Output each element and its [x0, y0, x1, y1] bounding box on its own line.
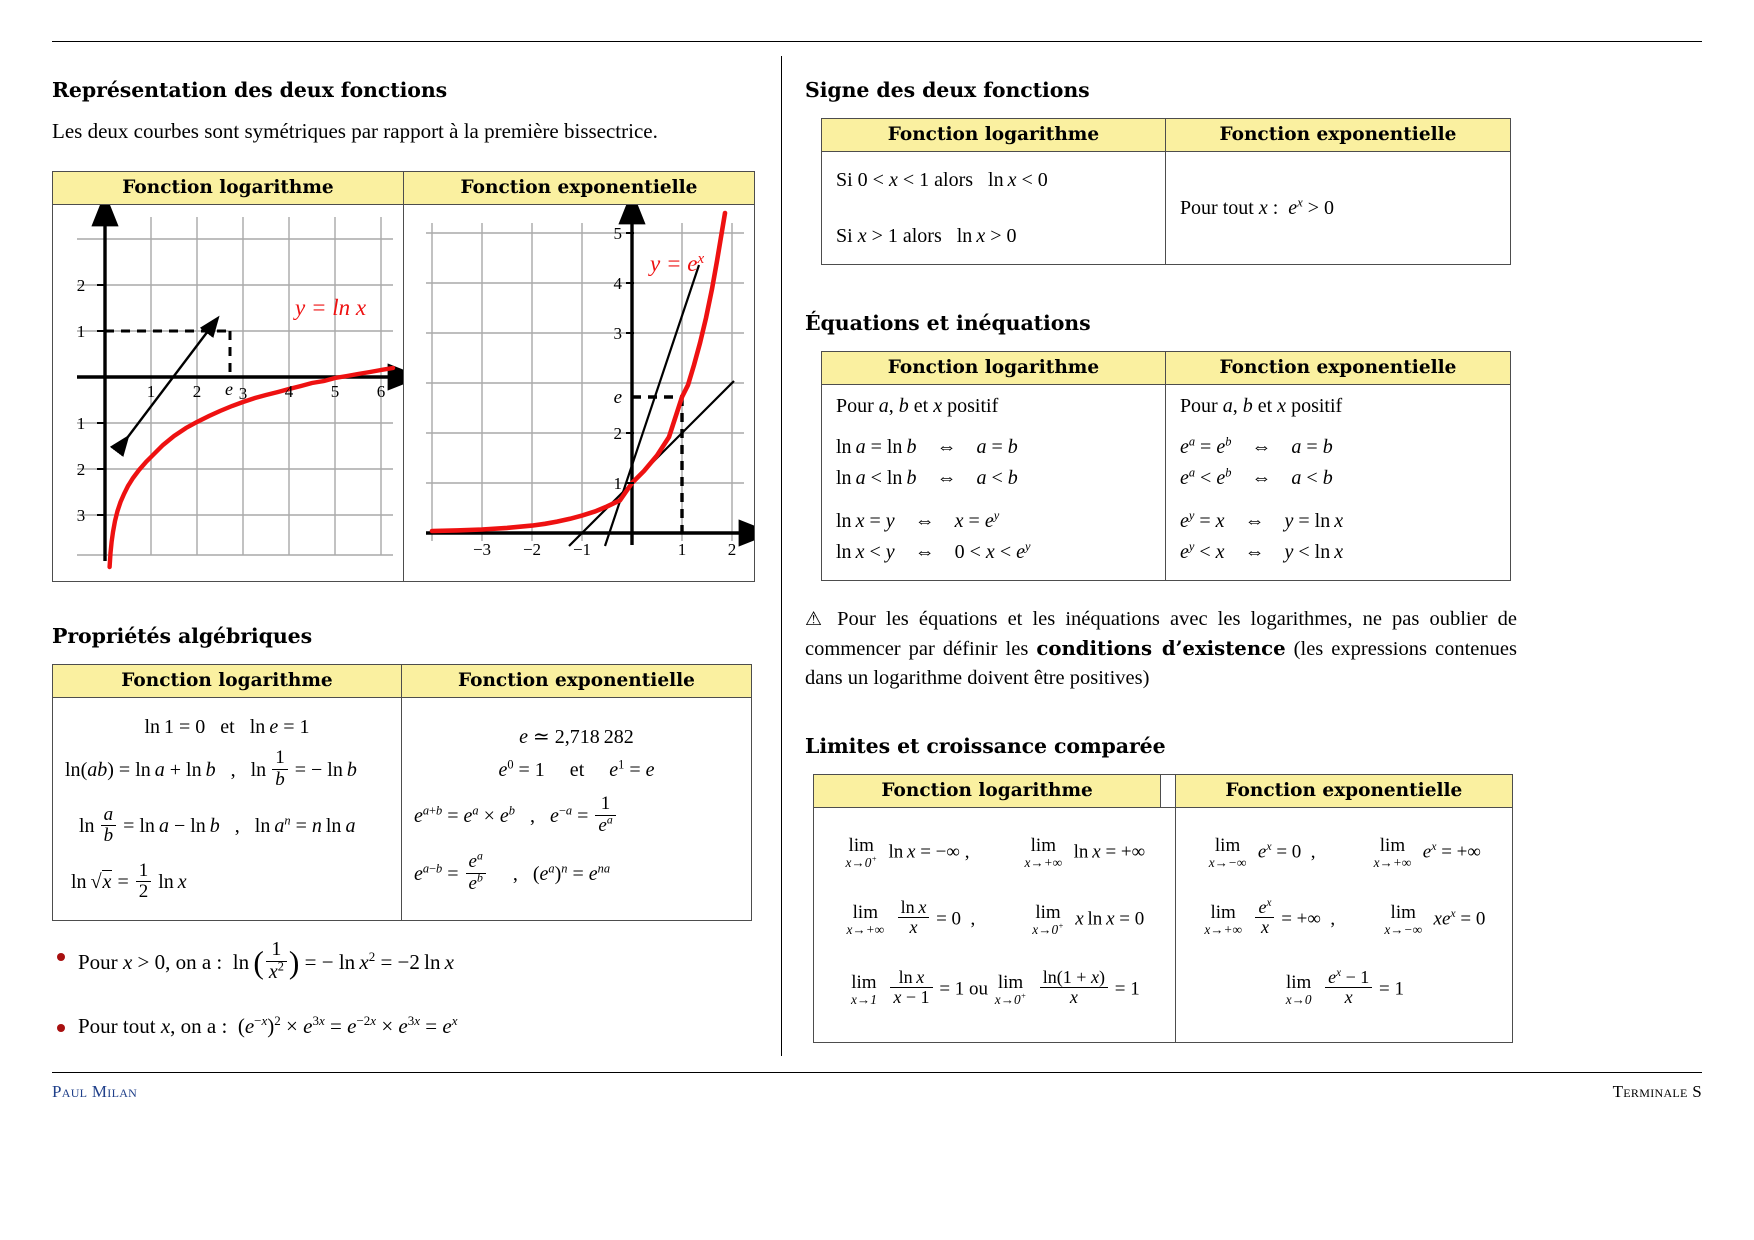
header-gap	[1161, 775, 1176, 808]
exp-curve-label: $y = e^x$	[650, 251, 705, 277]
footer-author: Paul Milan	[52, 1082, 138, 1101]
col-header-exp: Fonction exponentielle	[1175, 775, 1512, 808]
svg-text:2: 2	[76, 276, 86, 296]
svg-text:2: 2	[613, 424, 622, 444]
list-item: Pour x > 0, on a : ln ( $\frac{1}{x^2}$ ) = − $\ln x^2 = -2$ ln x	[52, 941, 752, 985]
log-limit-3: lim x→1 $\frac{\text{ln x}}{x - 1}$ = 1 ou lim x→0+ $\frac{\ln(1 + x)}{x}$ = 1	[851, 966, 1140, 1008]
svg-text:6: 6	[376, 382, 386, 402]
table-row	[822, 152, 1511, 209]
list-item: Pour tout x, on a : $(e^{-x})^2 \times e^{3x} = e^{-2x} \times e^{3x} = e^x$	[52, 1012, 752, 1040]
svg-text:3: 3	[76, 506, 86, 526]
svg-text:e: e	[613, 387, 622, 409]
section-title-representation: Représentation des deux fonctions	[52, 78, 448, 102]
exp-prop-2: $e^0 = 1$ et $e^1 = e$	[498, 757, 655, 782]
svg-text:−1: −1	[572, 540, 592, 560]
svg-text:4: 4	[613, 274, 622, 294]
svg-text:1: 1	[76, 414, 86, 434]
table-row	[53, 698, 752, 921]
table-row	[822, 119, 1511, 152]
exp-limit-1: lim x→−∞ $e^x = 0$ , lim x→+∞ $e^x$ = +∞	[1208, 835, 1481, 871]
sign-exp-line: Pour tout x : $e^x > 0$	[1165, 152, 1510, 265]
log-prop-1: ln 1 = 0 et ln e = 1	[144, 715, 310, 738]
col-header-log: Fonction logarithme	[814, 775, 1161, 808]
log-properties-cell	[53, 698, 402, 921]
exp-properties-cell	[401, 698, 751, 921]
col-header-log: Fonction logarithme	[53, 665, 402, 698]
col-header-exp: Fonction exponentielle	[1165, 119, 1510, 152]
eq-log-intro: Pour a, b et x positif	[836, 395, 999, 417]
exp-prop-1: e ≃ 2,718 282	[519, 726, 634, 749]
svg-text:1: 1	[76, 322, 86, 342]
log-graph-cell	[53, 205, 404, 582]
x-tick-labels	[147, 379, 386, 403]
exp-limit-3: lim x→0 $\frac{e^x - 1}{x}$ = 1	[1285, 966, 1404, 1008]
section-title-proprietes: Propriétés algébriques	[52, 624, 313, 649]
left-column	[52, 78, 752, 1066]
y-tick-labels	[614, 224, 623, 493]
warning-triangle-icon: ⚠	[805, 609, 828, 630]
table-row	[822, 352, 1511, 385]
col-header-log: Fonction logarithme	[822, 352, 1166, 385]
col-header-log: Fonction logarithme	[53, 172, 404, 205]
warning-paragraph	[805, 605, 1517, 694]
svg-text:3: 3	[613, 324, 622, 344]
warning-text-1: Pour les équations et les inéquations avec les logarithmes, ne pas oublier de commencer par définir les	[805, 608, 1518, 660]
svg-text:−2: −2	[522, 540, 542, 560]
top-rule	[52, 41, 1702, 42]
col-header-log: Fonction logarithme	[822, 119, 1166, 152]
log-prop-4: ln √x = $\frac{1}{2}$ ln x	[71, 859, 187, 903]
exp-prop-3: $e^{a+b} = e^a \times e^b$ , $e^{-a}$ = $\frac{1}{e^a}$	[414, 796, 739, 838]
eq-log-rows: ln a = ln b ⇔ a = b ln a < ln b ⇔ a < b ln x = y ⇔ $x = e^y$ ln x < y ⇔ $0 < x < e^y$	[836, 436, 1031, 563]
exp-graph-svg	[404, 205, 754, 575]
svg-text:2: 2	[192, 382, 202, 402]
right-column	[805, 78, 1517, 1043]
eq-exp-rows: $e^a = e^b$ ⇔ a = b $e^a < e^b$ ⇔ a < b $e^y = x$ ⇔ y = ln x $e^y < x$ ⇔ y < ln x	[1179, 434, 1344, 563]
representation-intro: Les deux courbes sont symétriques par rapport à la première bissectrice.	[52, 119, 658, 143]
section-title-limites: Limites et croissance comparée	[805, 734, 1166, 759]
exp-prop-4: $e^{a-b}$ = $\frac{e^a}{e^b}$ , $(e^a)^n = e^{na}$	[413, 849, 611, 894]
section-title-equations: Équations et inéquations	[805, 311, 1091, 335]
limits-table	[813, 774, 1513, 1043]
svg-text:1: 1	[613, 474, 622, 494]
table-row	[814, 775, 1513, 808]
log-prop-3: ln $\frac{a}{b}$ = ln a − ln b , $\ln a^n = n$ ln a	[79, 803, 356, 847]
limits-exp-cell	[1175, 808, 1512, 1043]
col-header-exp: Fonction exponentielle	[404, 172, 755, 205]
warning-text-2: (les expressions contenues dans un logarithme doivent être positives)	[805, 637, 1517, 690]
svg-text:5: 5	[330, 382, 340, 402]
sign-log-line-1: Si 0 < x < 1 alors ln x < 0	[822, 152, 1166, 209]
grid-lines	[77, 217, 393, 555]
svg-text:1: 1	[146, 382, 156, 402]
svg-text:1: 1	[677, 540, 687, 560]
col-header-exp: Fonction exponentielle	[401, 665, 751, 698]
log-limit-2: lim x→+∞ $\frac{\text{ln x}}{x}$ = 0 , lim x→0+ x ln x = 0	[846, 896, 1145, 938]
sign-table	[821, 118, 1511, 265]
table-row	[814, 808, 1513, 1043]
algebraic-bullets	[52, 938, 752, 1040]
table-row	[53, 665, 752, 698]
exp-limit-2: lim x→+∞ $\frac{e^x}{x}$ = +∞ , lim x→−∞ $xe^x = 0$	[1204, 896, 1486, 938]
exp-graph-cell	[404, 205, 755, 582]
svg-text:2: 2	[727, 540, 737, 560]
warning-bold: conditions d’existence	[1036, 636, 1286, 660]
svg-text:e: e	[225, 379, 233, 400]
col-header-exp: Fonction exponentielle	[1165, 352, 1510, 385]
eq-exp-intro: Pour a, b et x positif	[1179, 395, 1343, 417]
y-tick-labels	[77, 276, 86, 525]
equations-table	[821, 351, 1511, 581]
svg-text:4: 4	[284, 382, 294, 402]
log-graph-svg	[53, 205, 403, 575]
footer-level: Terminale S	[1612, 1082, 1702, 1101]
table-row	[53, 172, 755, 205]
bottom-rule	[52, 1072, 1702, 1073]
svg-text:5: 5	[613, 224, 622, 244]
equations-exp-cell	[1165, 385, 1510, 581]
equations-log-cell	[822, 385, 1166, 581]
column-divider	[781, 56, 782, 1056]
algebraic-properties-table	[52, 664, 752, 921]
table-row	[53, 205, 755, 582]
table-row	[822, 385, 1511, 581]
svg-text:2: 2	[76, 460, 86, 480]
limits-log-cell	[814, 808, 1176, 1043]
log-curve-label: y = ln x	[295, 295, 367, 321]
x-tick-labels	[473, 540, 736, 559]
svg-text:3: 3	[238, 384, 248, 404]
sign-log-line-2: Si x > 1 alors ln x > 0	[822, 208, 1166, 265]
section-title-signe: Signe des deux fonctions	[805, 78, 1090, 102]
log-limit-1: lim x→0+ ln x = −∞ , lim x→+∞ ln x = +∞	[845, 835, 1146, 871]
graphs-table	[52, 171, 755, 582]
svg-text:−3: −3	[472, 540, 492, 560]
dashed-guides	[105, 331, 230, 377]
log-prop-2: ln(ab) = ln a + ln b , ln $\frac{1}{b}$ = − ln b	[65, 747, 357, 790]
